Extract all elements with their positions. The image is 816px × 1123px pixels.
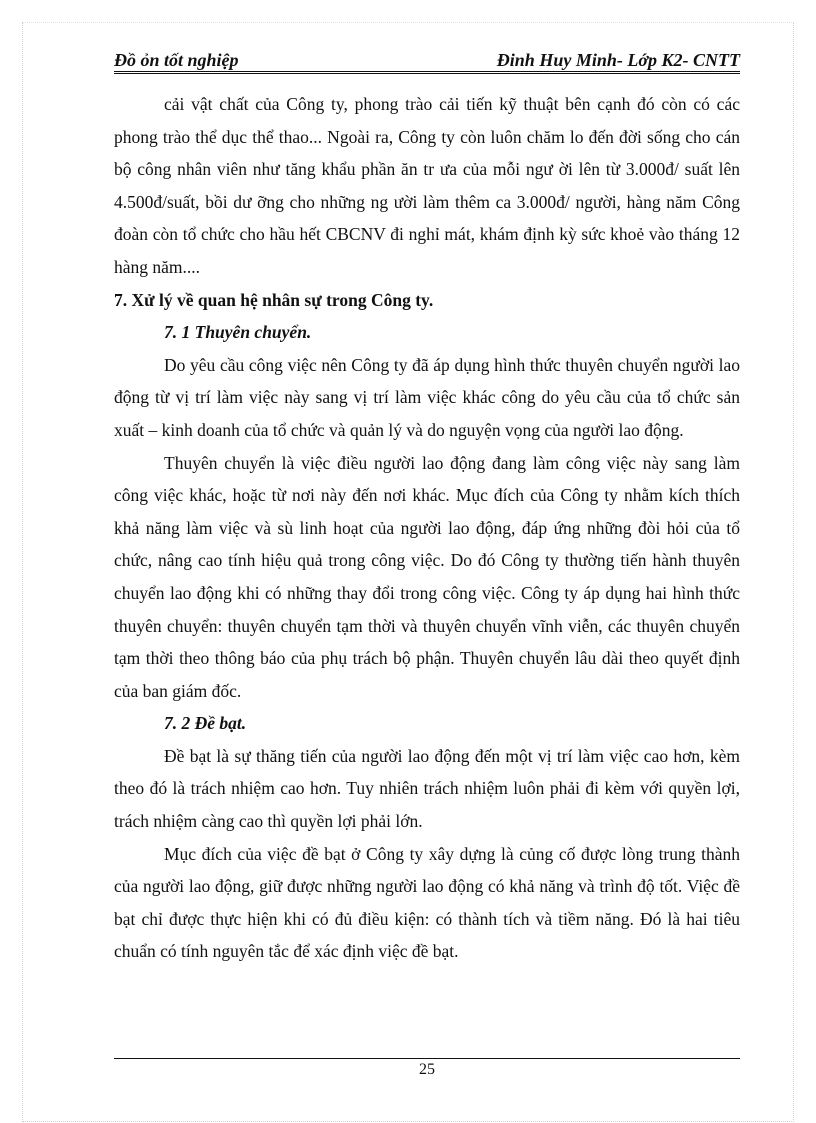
- footer-rule: [114, 1058, 740, 1059]
- header-thesis-title: Đồ ỏn tốt nghiệp: [114, 50, 239, 70]
- paragraph: Thuyên chuyển là việc điều người lao động đang làm công việc này sang làm công việc khác, hoặc từ nơi này đến nơi khác. Mục đích của Công ty nhằm kích thích khả năng làm việc và sù linh hoạt của người lao động, đáp ứng những đòi hỏi của tổ chức, nâng cao tính hiệu quả trong công việc. Do đó Công ty thường tiến hành thuyên chuyển lao động khi có những thay đổi trong công việc. Công ty áp dụng hai hình thức thuyên chuyển: thuyên chuyển tạm thời và thuyên chuyển vĩnh viễn, các thuyên chuyển tạm thời theo thông báo của phụ trách bộ phận. Thuyên chuyển lâu dài theo quyết định của ban giám đốc.: [114, 452, 740, 701]
- section-heading: 7. Xử lý về quan hệ nhân sự trong Công ty.: [114, 289, 434, 310]
- subsection-heading-promotion: 7. 2 Đề bạt.: [164, 713, 247, 734]
- paragraph: Do yêu cầu công việc nên Công ty đã áp dụng hình thức thuyên chuyển người lao động từ vị trí làm việc này sang vị trí làm việc khác công do yêu cầu của tổ chức sản xuất – kinh doanh của tổ chức và quản lý và do nguyện vọng của người lao động.: [114, 354, 740, 440]
- page-header: [114, 50, 740, 72]
- paragraph: Đề bạt là sự thăng tiến của người lao động đến một vị trí làm việc cao hơn, kèm theo đó là trách nhiệm cao hơn. Tuy nhiên trách nhiệm luôn phải đi kèm với quyền lợi, trách nhiệm càng cao thì quyền lợi phải lớn.: [114, 745, 740, 832]
- paragraph-continued: cải vật chất của Công ty, phong trào cải tiến kỹ thuật bên cạnh đó còn có các phong trào thể dục thể thao... Ngoài ra, Công ty còn luôn chăm lo đến đời sống cho cán bộ công nhân viên như tăng khẩu phần ăn tr ưa của mỗi ngư ời lên từ 3.000đ/ suất lên 4.500đ/suất, bồi dư ỡng cho những ng ười làm thêm ca 3.000đ/ người, hàng năm Công đoàn còn tổ chức cho hầu hết CBCNV đi nghỉ mát, khám định kỳ sức khoẻ vào tháng 12 hàng năm....: [114, 94, 740, 277]
- header-rule: [114, 71, 740, 74]
- subsection-heading-transfer: 7. 1 Thuyên chuyển.: [164, 322, 312, 343]
- header-author: Đinh Huy Minh- Lớp K2- CNTT: [496, 50, 740, 70]
- page-number: 25: [419, 1061, 435, 1078]
- document-body: [114, 88, 740, 968]
- paragraph: Mục đích của việc đề bạt ở Công ty xây dựng là củng cố được lòng trung thành của người lao động, giữ được những người lao động có khả năng và trình độ tốt. Việc đề bạt chỉ được thực hiện khi có đủ điều kiện: có thành tích và tiềm năng. Đó là hai tiêu chuẩn có tính nguyên tắc để xác định việc đề bạt.: [114, 843, 740, 962]
